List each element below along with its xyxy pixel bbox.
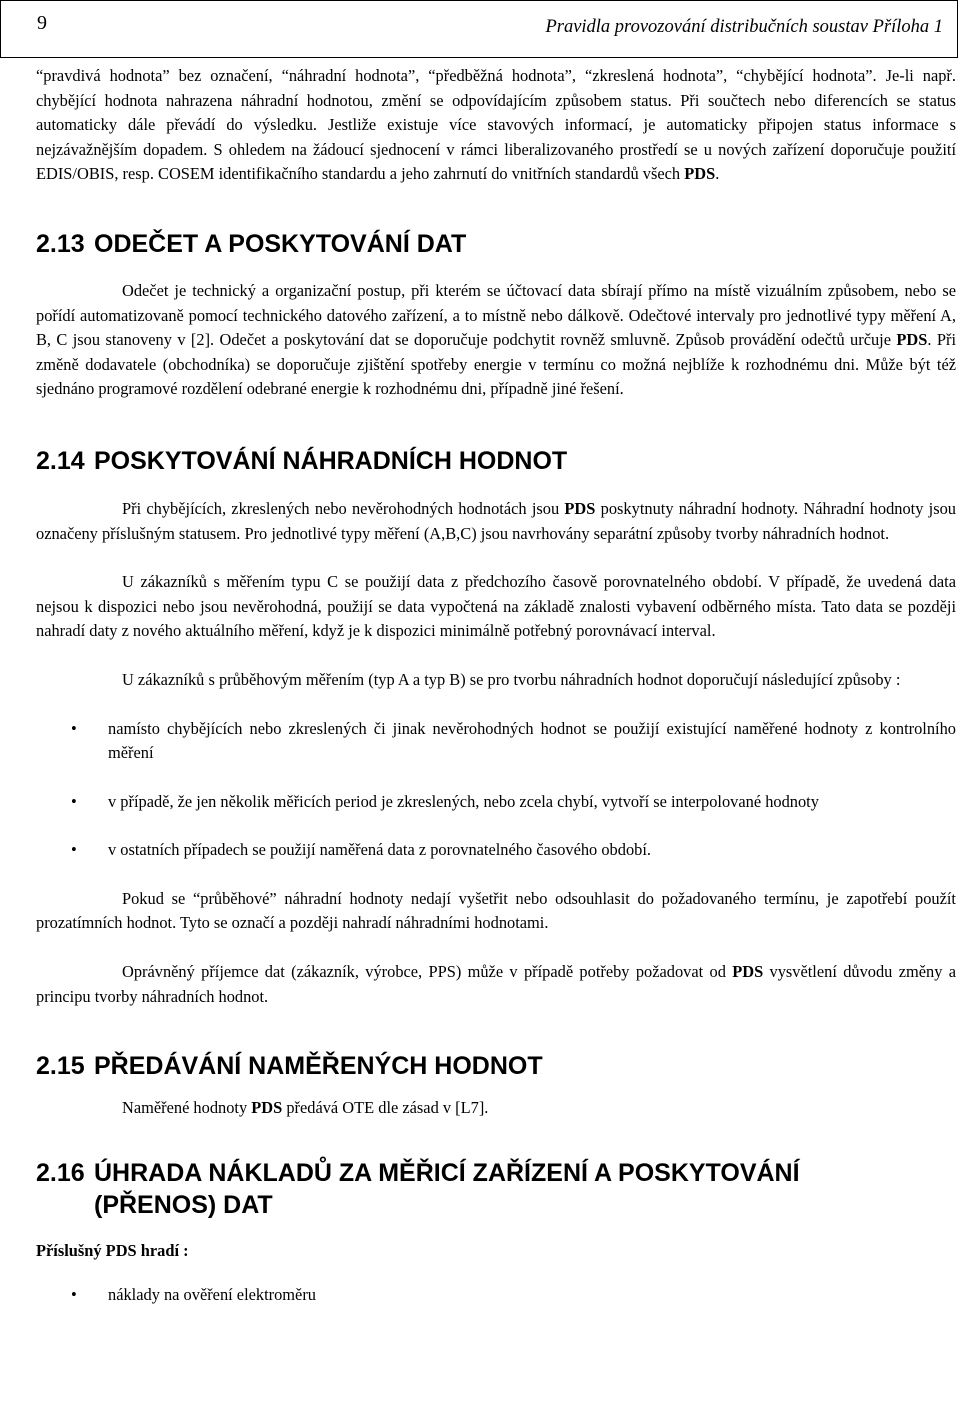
section-title: ÚHRADA NÁKLADŮ ZA MĚŘICÍ ZAŘÍZENÍ A POSKYTOVÁNÍ (PŘENOS) DAT bbox=[94, 1158, 800, 1219]
section-heading-2-14 bbox=[36, 445, 956, 477]
section-title: PŘEDÁVÁNÍ NAMĚŘENÝCH HODNOT bbox=[94, 1052, 543, 1081]
paragraph: U zákazníků s průběhovým měřením (typ A a typ B) se pro tvorbu náhradních hodnot doporučují následující způsoby : bbox=[122, 669, 901, 689]
section-number: 2.16 bbox=[36, 1158, 85, 1187]
bullet-list bbox=[36, 717, 956, 863]
section-heading-2-16 bbox=[36, 1157, 956, 1221]
list-item: • namísto chybějících nebo zkreslených či jinak nevěrohodných hodnot se použijí existující naměřené hodnoty z kontrolního měření bbox=[71, 718, 956, 763]
paragraph: Odečet je technický a organizační postup, při kterém se účtovací data sbírají přímo na místě vizuálním způsobem, nebo se pořídí automatizovaně pomocí technického datového zařízení, a to místně nebo dálkově. Odečtové intervaly pro jednotlivé typy měření A, B, C jsou stanoveny v [2]. Odečet a poskytování dat se doporučuje podchytit rovněž smluvně. Způsob provádění odečtů určuje PDS. Při změně dodavatele (obchodníka) se doporučuje zjištění spotřeby energie v termínu co možná nejblíže k rozhodnému dni. Může být též sjednáno programové rozdělení odebrané energie k rozhodnému dni, případně jiné řešení. bbox=[36, 280, 956, 399]
bullet-icon: • bbox=[71, 718, 77, 738]
section-number: 2.15 bbox=[36, 1052, 85, 1081]
paragraph: Při chybějících, zkreslených nebo nevěrohodných hodnotách jsou PDS poskytnuty náhradní hodnoty. Náhradní hodnoty jsou označeny příslušným statusem. Pro jednotlivé typy měření (A,B,C) jsou navrhovány separátní způsoby tvorby náhradních hodnot. bbox=[36, 498, 956, 543]
bullet-icon: • bbox=[71, 791, 77, 811]
section-heading-2-13 bbox=[36, 228, 956, 260]
section-heading-2-15 bbox=[36, 1050, 956, 1082]
running-title: Pravidla provozování distribučních soustav Příloha 1 bbox=[545, 17, 943, 37]
section-number: 2.14 bbox=[36, 446, 85, 475]
document-body bbox=[36, 58, 956, 1308]
bullet-icon: • bbox=[71, 1285, 77, 1305]
paragraph: Pokud se “průběhové” náhradní hodnoty nedají vyšetřit nebo odsouhlasit do požadovaného termínu, je zapotřebí použít prozatímních hodnot. Tyto se označí a později nahradí náhradními hodnotami. bbox=[36, 888, 956, 933]
paragraph: U zákazníků s měřením typu C se použijí data z předchozího časově porovnatelného období. V případě, že uvedená data nejsou k dispozici nebo jsou nevěrohodná, použijí se data vypočtená na základě znalosti vybavení odběrného místa. Tato data se později nahradí daty z nového aktuálního měření, když je k dispozici minimálně potřebný porovnávací interval. bbox=[36, 572, 956, 641]
intro-paragraph: “pravdivá hodnota” bez označení, “náhradní hodnota”, “předběžná hodnota”, “zkreslená hodnota”, “chybějící hodnota”. Je-li např. chybějící hodnota nahrazena náhradní hodnotou, změní se odpovídajícím způsobem status. Při součtech nebo diferencích se status automaticky dále převádí do výsledku. Jestliže existuje více stavových informací, je automaticky připojen status informace s nejzávažnějším dopadem. S ohledem na žádoucí sjednocení v rámci liberalizovaného prostředí se u nových zařízení doporučuje použití EDIS/OBIS, resp. COSEM identifikačního standardu a jeho zahrnutí do vnitřních standardů všech PDS. bbox=[36, 66, 956, 184]
section-number: 2.13 bbox=[36, 229, 85, 258]
paragraph: Naměřené hodnoty PDS předává OTE dle zásad v [L7]. bbox=[122, 1098, 489, 1118]
page-number: 9 bbox=[37, 12, 47, 34]
page-header bbox=[0, 0, 958, 58]
section-title: ODEČET A POSKYTOVÁNÍ DAT bbox=[94, 229, 467, 258]
paragraph: Oprávněný příjemce dat (zákazník, výrobce, PPS) může v případě potřeby požadovat od PDS vysvětlení důvodu změny a principu tvorby náhradních hodnot. bbox=[36, 962, 956, 1006]
bullet-icon: • bbox=[71, 840, 77, 860]
bullet-list bbox=[36, 1283, 956, 1308]
list-item: • náklady na ověření elektroměru bbox=[36, 1283, 956, 1308]
pds-pays-label: Příslušný PDS hradí : bbox=[36, 1240, 189, 1260]
list-item: • v případě, že jen několik měřicích period je zkreslených, nebo zcela chybí, vytvoří se interpolované hodnoty bbox=[36, 790, 956, 815]
list-item: • v ostatních případech se použijí naměřená data z porovnatelného časového období. bbox=[36, 838, 956, 863]
section-title: POSKYTOVÁNÍ NÁHRADNÍCH HODNOT bbox=[94, 446, 568, 475]
